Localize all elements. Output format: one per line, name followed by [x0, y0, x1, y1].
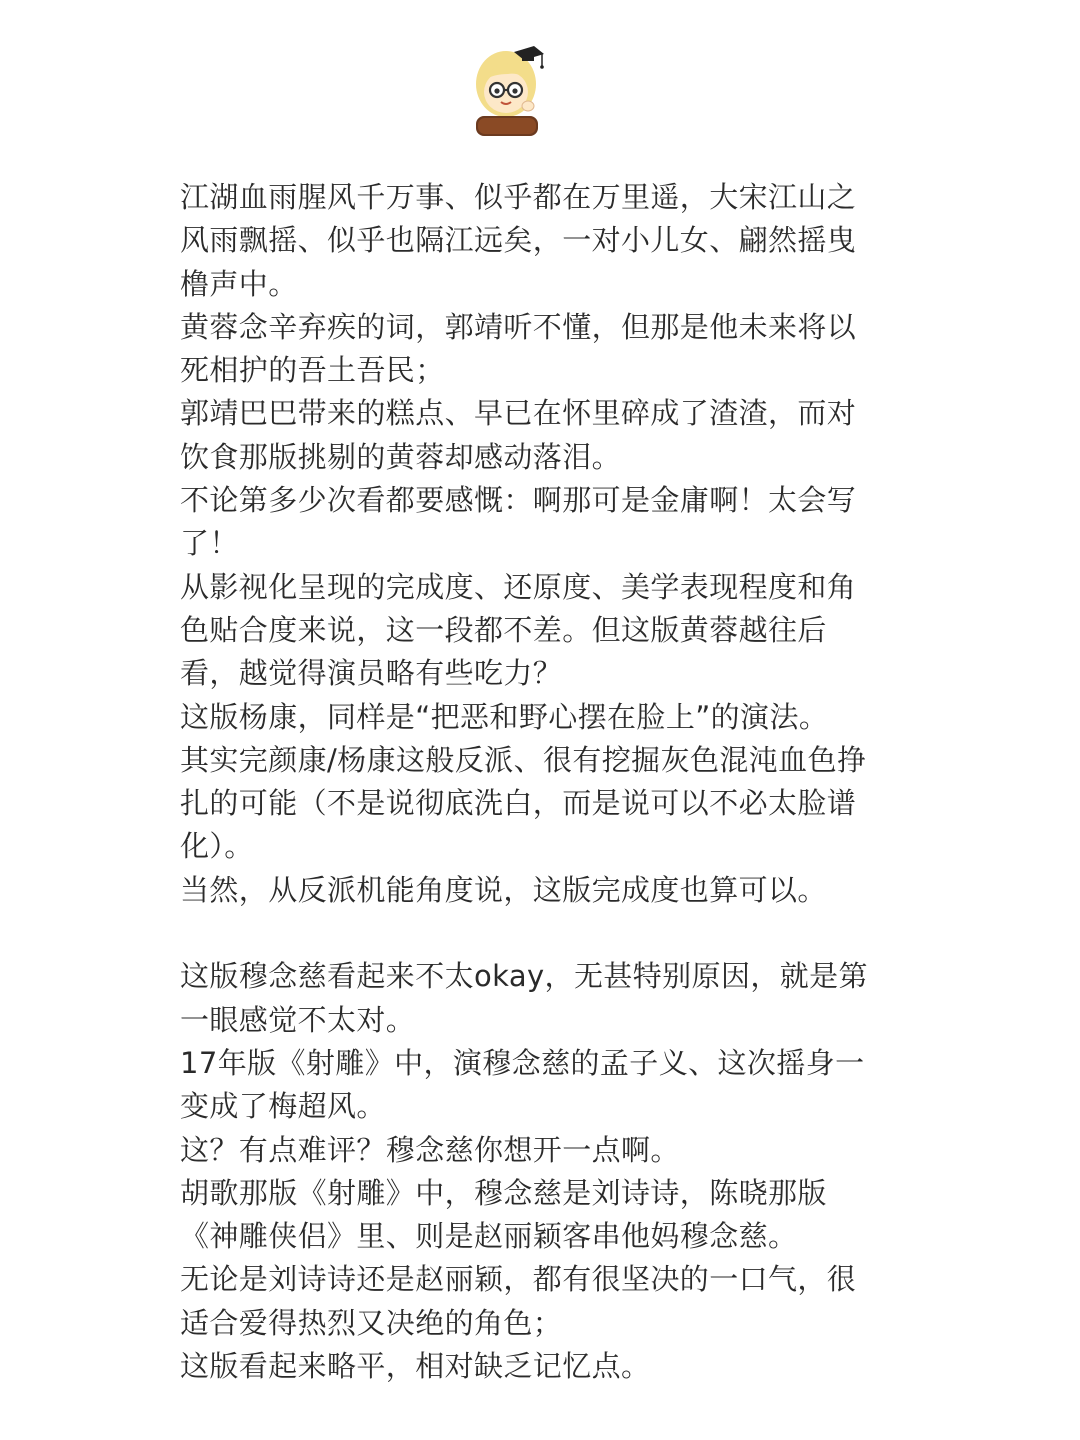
article-paragraph: 郭靖巴巴带来的糕点、早已在怀里碎成了渣渣，而对饮食那版挑剔的黄蓉却感动落泪。: [180, 396, 857, 474]
article-paragraph: 其实完颜康/杨康这般反派、很有挖掘灰色混沌血色挣扎的可能（不是说彻底洗白，而是说可以不必太脸谱化）。: [180, 742, 867, 864]
brand-logo: [470, 40, 550, 140]
article-paragraph: 无论是刘诗诗还是赵丽颖，都有很坚决的一口气，很适合爱得热烈又决绝的角色；: [180, 1262, 857, 1340]
article-paragraph: 当然，从反派机能角度说，这版完成度也算可以。: [180, 872, 827, 907]
article-body: [180, 176, 880, 1388]
article-paragraph: 这？有点难评？穆念慈你想开一点啊。: [180, 1132, 680, 1167]
mascot-avatar-icon: [470, 40, 550, 140]
article-paragraph: 这版看起来略平，相对缺乏记忆点。: [180, 1349, 651, 1384]
article-paragraph: 胡歌那版《射雕》中，穆念慈是刘诗诗，陈晓那版《神雕侠侣》里、则是赵丽颖客串他妈穆念慈。: [180, 1175, 827, 1254]
article-paragraph: 这版杨康，同样是“把恶和野心摆在脸上”的演法。: [180, 699, 829, 734]
article-paragraph: 黄蓉念辛弃疾的词，郭靖听不懂，但那是他未来将以死相护的吾土吾民；: [180, 309, 857, 388]
article-paragraph: 江湖血雨腥风千万事、似乎都在万里遥，大宋江山之风雨飘摇、似乎也隔江远矣，一对小儿女、翩然摇曳橹声中。: [180, 180, 857, 301]
article-paragraph: 17年版《射雕》中，演穆念慈的孟子义、这次摇身一变成了梅超风。: [180, 1045, 865, 1124]
paragraph-spacer: [180, 912, 880, 955]
article-paragraph: 不论第多少次看都要感慨：啊那可是金庸啊！太会写了！: [180, 483, 857, 561]
article-paragraph: 从影视化呈现的完成度、还原度、美学表现程度和角色贴合度来说，这一段都不差。但这版黄蓉越往后看，越觉得演员略有些吃力？: [180, 569, 857, 691]
article-paragraph: 这版穆念慈看起来不太okay，无甚特别原因，就是第一眼感觉不太对。: [180, 959, 868, 1037]
